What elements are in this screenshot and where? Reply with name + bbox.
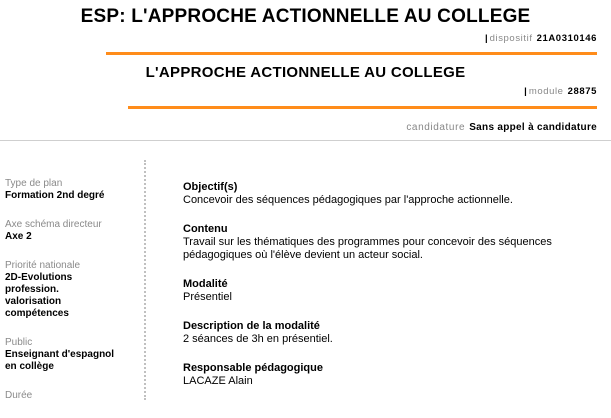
separator-bar: | [484,33,488,44]
modalite-text: Présentiel [183,291,232,303]
objectifs-text: Concevoir des séquences pédagogiques par l'approche actionnelle. [183,194,513,206]
duree-label: Durée [5,390,33,401]
modalite-section [183,277,593,304]
objectifs-section [183,180,593,207]
modalite-title: Modalité [183,278,228,290]
dispositif-ref [485,33,597,44]
module-divider [128,106,597,109]
axe-block [5,218,135,243]
contenu-title: Contenu [183,223,228,235]
type-plan-label: Type de plan [5,178,63,189]
candidature-ref [406,122,597,133]
priorite-label: Priorité nationale [5,260,81,271]
dispositif-value: 21A0310146 [536,33,597,44]
public-block [5,336,135,373]
axe-label: Axe schéma directeur [5,219,102,230]
section-divider [0,140,611,141]
description-section [183,319,593,346]
responsable-section [183,361,593,388]
header-divider [106,52,597,55]
main-content [183,180,593,403]
module-title: L'APPROCHE ACTIONNELLE AU COLLEGE [145,64,466,81]
responsable-title: Responsable pédagogique [183,362,323,374]
separator-bar: | [524,86,527,97]
priorite-value: 2D-Evolutions profession. valorisation compétences [5,272,73,319]
candidature-label: candidature [406,122,466,133]
column-separator [144,160,146,400]
axe-value: Axe 2 [5,231,32,242]
type-plan-value: Formation 2nd degré [5,190,105,201]
page-title: ESP: L'APPROCHE ACTIONNELLE AU COLLEGE [80,6,531,27]
dispositif-label: dispositif [489,33,533,44]
priorite-block [5,259,135,320]
contenu-text: Travail sur les thématiques des programmes pour concevoir des séquences pédagogiques où l'élève devient un acteur social. [183,236,552,261]
module-ref [524,86,597,97]
candidature-value: Sans appel à candidature [469,122,597,133]
responsable-text: LACAZE Alain [183,375,253,387]
module-value: 28875 [567,86,597,97]
description-text: 2 séances de 3h en présentiel. [183,333,333,345]
contenu-section [183,222,593,262]
description-title: Description de la modalité [183,320,320,332]
public-label: Public [5,337,33,348]
objectifs-title: Objectif(s) [183,181,238,193]
module-label: module [528,86,564,97]
duree-block [5,389,135,402]
sidebar [5,177,135,418]
public-value: Enseignant d'espagnol en collège [5,349,115,372]
type-plan-block [5,177,135,202]
